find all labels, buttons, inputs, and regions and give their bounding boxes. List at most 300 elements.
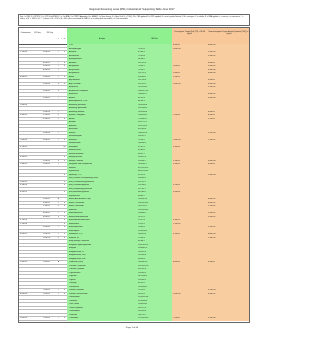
cell-m: V bbox=[63, 173, 66, 176]
cell-nc: 3.1E+03 bbox=[208, 289, 216, 291]
cell-cas: 106-99-0 bbox=[138, 233, 147, 235]
page-number: Page 1 of 54 bbox=[125, 327, 139, 329]
cell-analyte: Boron Trifluoride bbox=[69, 205, 84, 207]
cell-rsl: 1.0E-03 bbox=[43, 159, 51, 162]
cell-m: V bbox=[63, 51, 66, 53]
cell-analyte: Bromobenzene bbox=[69, 212, 83, 214]
cell-ca: 5.1E-03 bbox=[173, 163, 181, 165]
cell-rsl: 6.0E-02 bbox=[43, 61, 51, 64]
cell-analyte: Aniline bbox=[69, 96, 76, 99]
cell-nc: 2.2E+01 bbox=[208, 226, 216, 228]
cell-m: V bbox=[63, 117, 66, 120]
cell-rsl: 7.0E-01 bbox=[43, 289, 51, 291]
cell-analyte: Barium bbox=[69, 131, 76, 134]
cell-analyte: Bis(2-chloroethoxy)methane bbox=[69, 180, 95, 183]
cell-m: V bbox=[63, 236, 66, 239]
table-header bbox=[19, 28, 250, 45]
cell-cas: 75-05-8 bbox=[138, 54, 145, 57]
cell-mcl: 1.1E-06 bbox=[20, 51, 28, 53]
header-rfc-key: RfC key bbox=[46, 32, 54, 34]
cell-c: I bbox=[58, 163, 59, 165]
cell-mcl: 4.9E-05 bbox=[20, 156, 28, 158]
cell-analyte: Asulam bbox=[69, 121, 76, 123]
cell-rsl: 3.0E-02 bbox=[43, 138, 51, 141]
cell-analyte: Arsenic, Inorganic bbox=[69, 114, 86, 116]
cell-c: P bbox=[57, 159, 60, 162]
cell-m: V bbox=[63, 65, 66, 67]
cell-cas: 71-36-3 bbox=[138, 236, 145, 239]
cell-analyte: Chloral Hydrate bbox=[69, 306, 83, 309]
screening-table bbox=[18, 27, 250, 323]
cell-analyte: Acrolein bbox=[69, 61, 77, 64]
cell-c: H bbox=[57, 198, 60, 200]
cell-cas: 111-44-4 bbox=[138, 184, 146, 186]
cell-nc: 4.4E+00 bbox=[208, 68, 216, 71]
header-contaminant: Contaminant bbox=[20, 32, 31, 34]
cell-cas: 98-06-6 bbox=[138, 257, 145, 260]
cell-cas: 542-88-1 bbox=[138, 191, 147, 193]
cell-mcl: 6.0E-06 bbox=[20, 292, 28, 295]
cell-cas: 592-01-8 bbox=[138, 268, 147, 270]
cell-cas: 42576-02-3 bbox=[138, 166, 149, 169]
cell-analyte: Carbon Tetrachloride bbox=[69, 292, 88, 295]
cell-cas: 98-86-2 bbox=[138, 58, 145, 60]
cell-analyte: Calcium Cyanide bbox=[69, 268, 85, 270]
cell-ca: 1.2E-01 bbox=[173, 317, 181, 319]
cell-mcl: 3.7E-05 bbox=[20, 219, 28, 221]
cell-analyte: Acetonitrile bbox=[69, 54, 79, 57]
cell-cas: 10294-34-5 bbox=[138, 201, 149, 204]
table-row bbox=[19, 317, 250, 321]
cell-c: I bbox=[58, 131, 59, 134]
cell-cas: 82657-04-3 bbox=[138, 170, 149, 172]
cell-cas: 74-97-5 bbox=[138, 215, 145, 218]
cell-analyte: Acrylic Acid bbox=[69, 68, 80, 71]
cell-mcl: 6.7E-02 bbox=[20, 145, 28, 148]
cell-analyte: Bromoform bbox=[69, 222, 79, 225]
cell-rsl: 3.0E-03 bbox=[43, 51, 51, 53]
cell-nc: 6.6E-02 bbox=[208, 114, 216, 116]
cell-cas: 7440-38-2 bbox=[138, 114, 148, 116]
cell-m: V bbox=[63, 201, 66, 204]
cell-analyte: Antimony trioxide bbox=[69, 110, 85, 113]
cell-cas: 100-51-6 bbox=[138, 156, 147, 158]
cell-cas: 117-81-7 bbox=[138, 187, 146, 190]
cell-ca: 1.1E+01 bbox=[173, 222, 181, 225]
cell-analyte: Butylated hydroxyanisole bbox=[69, 243, 92, 246]
cell-cas: 80-05-7 bbox=[138, 194, 145, 197]
cell-ca: 5.6E+00 bbox=[173, 47, 181, 50]
cell-analyte: Aldrin bbox=[69, 75, 75, 78]
cell-mcl: 1.1E-06 bbox=[20, 222, 28, 225]
cell-cas: 105-60-2 bbox=[138, 271, 147, 274]
cell-analyte: Bromodichloromethane bbox=[69, 219, 90, 221]
cell-cas: 108-86-1 bbox=[138, 212, 147, 214]
cell-nc: 4.4E+00 bbox=[208, 159, 216, 162]
cell-c: I bbox=[58, 68, 59, 71]
cell-c: I bbox=[58, 110, 59, 113]
cell-cas: 75-15-0 bbox=[138, 289, 145, 291]
cell-analyte: Benzenethiol bbox=[69, 142, 81, 144]
cell-c: C bbox=[57, 205, 60, 207]
cell-cas: 13765-19-0 bbox=[138, 264, 149, 267]
cell-c: X bbox=[57, 82, 60, 85]
cell-cas: 108-98-5 bbox=[138, 142, 147, 144]
cell-nc: 2.2E+00 bbox=[208, 131, 216, 134]
cell-cas: 1563-66-2 bbox=[138, 285, 148, 288]
cell-cas: 118-75-2 bbox=[138, 313, 146, 316]
cell-analyte: Butylbenzene, tert- bbox=[69, 257, 86, 260]
cell-m: V bbox=[63, 292, 66, 295]
cell-mcl: 1.0E-05 bbox=[20, 180, 28, 183]
cell-cas: 5234-68-4 bbox=[138, 299, 148, 302]
cell-mcl: 4.3E-03 bbox=[20, 114, 28, 116]
cell-analyte: Carbaryl bbox=[69, 282, 77, 284]
cell-cas: 15541-45-4 bbox=[138, 208, 149, 211]
cell-analyte: Bromomethane bbox=[69, 226, 83, 228]
cell-nc: 2.2E-01 bbox=[208, 117, 216, 120]
cell-m: V bbox=[63, 75, 66, 78]
cell-cas: 65-85-0 bbox=[138, 149, 145, 151]
cell-cas: 133-90-4 bbox=[138, 310, 147, 312]
cell-cas: 7440-39-3 bbox=[138, 131, 148, 134]
cell-cas: 107-05-1 bbox=[138, 82, 147, 85]
cell-analyte: Aluminum Phosphide bbox=[69, 89, 88, 92]
header-m: m bbox=[63, 38, 66, 40]
header-noncarcinogenic: Noncarcinogenic Target Hazard Quotient (THQ) = 1 ug/m3 bbox=[207, 28, 250, 44]
cell-cas: 56-23-5 bbox=[138, 292, 145, 295]
cell-mcl: 3.0E-05 bbox=[20, 233, 28, 235]
cell-c: I bbox=[58, 51, 59, 53]
cell-cas: 7440-36-0 bbox=[138, 103, 148, 106]
cell-analyte: Aluminum bbox=[69, 86, 78, 88]
cell-cas: 104-51-8 bbox=[138, 250, 147, 253]
cell-cas: 7440-41-7 bbox=[138, 163, 148, 165]
cell-nc: 4.4E+00 bbox=[208, 96, 216, 99]
cell-rsl: 3.0E+01 bbox=[43, 236, 51, 239]
cell-rsl: 2.0E-05 bbox=[43, 163, 51, 165]
cell-c: I bbox=[58, 201, 59, 204]
cell-rsl: 2.0E-03 bbox=[43, 233, 51, 235]
cell-m: V bbox=[63, 191, 66, 193]
cell-ca: 4.3E-05 bbox=[173, 145, 181, 148]
cell-analyte: Bis(2-ethylhexyl)phthalate bbox=[69, 187, 93, 190]
cell-nc: 2.6E+02 bbox=[208, 212, 216, 214]
cell-rsl: 5.0E-03 bbox=[43, 226, 51, 228]
cell-analyte: Carbon Disulfide bbox=[69, 289, 84, 291]
cell-analyte: Carboxin bbox=[69, 299, 78, 302]
cell-m: V bbox=[63, 317, 66, 319]
cell-nc: 8.8E-02 bbox=[208, 163, 216, 165]
cell-cas: 107-13-1 bbox=[138, 72, 147, 74]
cell-m: M bbox=[63, 145, 66, 148]
cell-nc: 8.8E-01 bbox=[208, 110, 216, 113]
cell-nc: 2.6E+02 bbox=[208, 54, 216, 57]
cell-analyte: Acetaldehyde bbox=[69, 47, 82, 50]
cell-nc: 4.4E+02 bbox=[208, 292, 216, 295]
cell-rsl: 1.0E-01 bbox=[43, 292, 51, 295]
cell-cas: 1314-60-9 bbox=[138, 107, 148, 109]
cell-c: I bbox=[58, 233, 59, 235]
cell-analyte: Bifenox bbox=[69, 166, 76, 169]
cell-m: V bbox=[63, 159, 66, 162]
cell-analyte: Biphenyl, 1,1'- bbox=[69, 173, 82, 176]
cell-nc: 8.8E+00 bbox=[208, 72, 216, 74]
cell-analyte: Auramine bbox=[69, 128, 78, 130]
cell-analyte: TCE bbox=[69, 44, 73, 46]
cell-analyte: Bis(chloromethyl)ether bbox=[69, 191, 90, 193]
header-iur-key: IUR key bbox=[34, 32, 41, 34]
cell-cas: 1912-24-9 bbox=[138, 124, 148, 127]
cell-m: V bbox=[63, 184, 66, 186]
cell-analyte: Bromate bbox=[69, 208, 77, 211]
cell-nc: 4.4E+02 bbox=[208, 93, 216, 95]
cell-cas: 111-91-1 bbox=[138, 180, 146, 183]
cell-ca: 4.1E-01 bbox=[173, 233, 181, 235]
cell-cas: 135-98-8 bbox=[138, 254, 147, 256]
cell-rsl: 2.0E-03 bbox=[43, 75, 51, 78]
cell-mcl: 1.6E-06 bbox=[20, 103, 28, 106]
cell-analyte: Biphenthrin bbox=[69, 170, 80, 172]
cell-nc: 1.3E+02 bbox=[208, 138, 216, 141]
cell-analyte: Butylbenzene, sec- bbox=[69, 254, 87, 256]
cell-analyte: Bis(2-chloro-1-methylethyl) ether bbox=[69, 177, 99, 179]
cell-analyte: Captan bbox=[69, 278, 76, 281]
cell-rsl: 1.5E-05 bbox=[43, 114, 51, 116]
cell-m: V bbox=[63, 138, 66, 141]
cell-analyte: Antimony pentoxide bbox=[69, 107, 87, 109]
cell-rsl: 1.0E-01 bbox=[43, 96, 51, 99]
cell-m: V bbox=[63, 233, 66, 235]
cell-cas: 7440-43-9 bbox=[138, 261, 148, 263]
cell-m: V bbox=[63, 61, 66, 64]
cell-cas: 12789-03-6 bbox=[138, 317, 149, 319]
cell-rsl: 1.3E-02 bbox=[43, 205, 51, 207]
cell-nc: 8.8E+01 bbox=[208, 201, 216, 204]
header-carcinogenic: Carcinogenic Target Risk (TR) = 1E-06 ug/m3 bbox=[172, 28, 207, 44]
cell-nc: 1.3E+05 bbox=[208, 236, 216, 239]
cell-analyte: Benzaldehyde bbox=[69, 135, 82, 137]
cell-cas: 1306-38-3 bbox=[138, 303, 148, 305]
cell-analyte: Benzyl Chloride bbox=[69, 159, 84, 162]
cell-c: I bbox=[58, 212, 59, 214]
cell-cas: 2104-96-3 bbox=[138, 229, 148, 232]
cell-nc: 1.8E+00 bbox=[208, 173, 216, 176]
cell-cas: 71-43-2 bbox=[138, 138, 145, 141]
cell-mcl: 6.8E-05 bbox=[20, 75, 28, 78]
cell-c: I bbox=[58, 226, 59, 228]
cell-analyte: Chlordane bbox=[69, 317, 79, 319]
cell-cas: 20859-73-8 bbox=[138, 89, 149, 92]
cell-cas: 67-64-1 bbox=[138, 51, 145, 53]
cell-analyte: Caprolactam bbox=[69, 271, 81, 274]
cell-cas: 63-25-2 bbox=[138, 282, 145, 284]
header-cas: CAS No. bbox=[137, 28, 172, 44]
cell-analyte: Bromophos bbox=[69, 229, 80, 232]
cell-analyte: Ammonia bbox=[69, 93, 78, 95]
cell-m: V bbox=[63, 289, 66, 291]
cell-nc: 8.8E+00 bbox=[208, 44, 216, 46]
cell-m: V bbox=[63, 205, 66, 207]
cell-rsl: 5.0E-03 bbox=[43, 89, 51, 92]
cell-cas: 62-53-3 bbox=[138, 96, 145, 99]
cell-analyte: Butadiene, 1,3- bbox=[69, 233, 83, 235]
cell-rsl: 1.0E-05 bbox=[43, 261, 51, 263]
table-body bbox=[19, 44, 250, 323]
cell-c: I bbox=[58, 138, 59, 141]
cell-ca: 1.8E-01 bbox=[173, 72, 181, 74]
cell-analyte: Bis(2-chloroethyl)ether bbox=[69, 184, 90, 186]
cell-nc: 4.4E-01 bbox=[208, 79, 216, 81]
cell-cas: 7664-41-7 bbox=[138, 93, 148, 95]
cell-cas: 79-06-1 bbox=[138, 65, 145, 67]
cell-analyte: Acetone bbox=[69, 51, 77, 53]
cell-analyte: Benzidine bbox=[69, 145, 78, 148]
cell-rsl: 5.0E-04 bbox=[43, 131, 51, 134]
cell-analyte: Acrylonitrile bbox=[69, 72, 80, 74]
cell-analyte: Antimony (metallic) bbox=[69, 103, 87, 106]
cell-mcl: 1.0E-04 bbox=[20, 317, 28, 319]
cell-cas: 92-52-4 bbox=[138, 173, 145, 176]
cell-analyte: Carbosulfan bbox=[69, 296, 80, 298]
cell-ca: 2.0E+00 bbox=[173, 82, 181, 85]
cell-c: I bbox=[58, 96, 59, 99]
cell-ca: 2.0E-04 bbox=[173, 191, 181, 193]
cell-c: C bbox=[57, 236, 60, 239]
header-i: i bbox=[61, 38, 62, 40]
cell-ca: 2.9E-03 bbox=[173, 114, 181, 116]
cell-analyte: Benzoic Acid bbox=[69, 149, 81, 151]
cell-cas: 75-27-4 bbox=[138, 219, 145, 221]
cell-analyte: Calcium Chromate bbox=[69, 264, 86, 267]
cell-analyte: Benzotrichloride bbox=[69, 152, 84, 155]
cell-analyte: Bromochloromethane bbox=[69, 215, 89, 218]
cell-cas: 492-80-8 bbox=[138, 128, 147, 130]
cell-m: V bbox=[63, 156, 66, 158]
cell-m: V bbox=[63, 82, 66, 85]
cell-cas: 7637-07-2 bbox=[138, 205, 148, 207]
cell-cas: 92-87-5 bbox=[138, 145, 145, 148]
cell-nc: 5.7E+01 bbox=[208, 205, 216, 207]
cell-analyte: Atrazine bbox=[69, 124, 77, 127]
cell-m: V bbox=[63, 180, 66, 183]
cell-analyte: Anthraquinone, 9,10- bbox=[69, 100, 88, 102]
cell-c: P bbox=[57, 89, 60, 92]
document-title: Regional Screening Level (RSL) Industrial Air Supporting Table June 2017 bbox=[89, 8, 175, 11]
cell-c: I bbox=[58, 65, 59, 67]
cell-c: I bbox=[58, 75, 59, 78]
cell-rsl: 4.0E-02 bbox=[43, 215, 51, 218]
cell-analyte: Arsine bbox=[69, 117, 75, 120]
cell-analyte: Cadmium (Diet) bbox=[69, 261, 84, 263]
cell-mcl: 2.4E-03 bbox=[20, 163, 28, 165]
key-notes: Key: I = IRIS; P = PPRTV; O = OPP; A = ATSDR; C = Cal EPA; X = PPRTV Appendix; H = HEAST; J = New Jersey; V = New York; D = TCEQ; W = TEF applied; E = RPF applied; G = user's guide Section 5; M = mutagen; V = volatile; R = RBA applied; c = cancer; n = noncancer; * = where: n SL < 100X c SL; ** = where n SL < 10X c SL; SSL values are based on DAF=1; m = ceiling limit exceeded; s = Csat exceeded. bbox=[18, 14, 250, 26]
cell-nc: 1.8E+02 bbox=[208, 215, 216, 218]
cell-cas: 98-07-7 bbox=[138, 152, 145, 155]
cell-ca: 3.3E-01 bbox=[173, 219, 181, 221]
cell-ca: 2.5E-03 bbox=[173, 75, 181, 78]
cell-cas: 107-18-6 bbox=[138, 79, 147, 81]
cell-ca: 3.7E-02 bbox=[173, 184, 181, 186]
cell-c: C bbox=[57, 114, 60, 116]
cell-c: I bbox=[58, 61, 59, 64]
cell-analyte: Butyl Benzyl Phthalate bbox=[69, 240, 90, 242]
cell-cas: 107-02-8 bbox=[138, 61, 147, 64]
cell-nc: 8.8E+01 bbox=[208, 198, 216, 200]
cell-rsl: 7.0E-04 bbox=[43, 317, 51, 319]
cell-mcl: 7.8E-06 bbox=[20, 138, 28, 141]
cell-analyte: Ceric oxide bbox=[69, 303, 80, 305]
cell-cas: 74-83-9 bbox=[138, 226, 145, 228]
cell-analyte: Butylate bbox=[69, 247, 77, 249]
cell-rsl: 5.0E-05 bbox=[43, 117, 51, 120]
cell-ca: 8.8E-01 bbox=[173, 44, 181, 46]
cell-cas: 75-07-0 bbox=[138, 47, 145, 50]
cell-nc: 4.4E+00 bbox=[208, 82, 216, 85]
cell-m: V bbox=[63, 219, 66, 221]
cell-cas: 302-17-0 bbox=[138, 306, 147, 309]
cell-cas: 55285-14-8 bbox=[138, 296, 149, 298]
cell-rsl: 2.0E-02 bbox=[43, 198, 51, 200]
cell-m: V bbox=[63, 226, 66, 228]
cell-rsl: 2.0E-02 bbox=[43, 201, 51, 204]
cell-cas: 2008-41-5 bbox=[138, 247, 148, 249]
cell-cas: 75-25-2 bbox=[138, 222, 145, 225]
cell-cas: 25013-16-5 bbox=[138, 243, 149, 246]
cell-analyte: Benzene bbox=[69, 138, 77, 141]
cell-analyte: Boron Trichloride bbox=[69, 201, 85, 204]
cell-nc: 2.2E+01 bbox=[208, 86, 216, 88]
cell-analyte: Beryllium and compounds bbox=[69, 163, 93, 165]
cell-analyte: Acrylamide bbox=[69, 65, 79, 67]
cell-cas: 100-52-7 bbox=[138, 135, 147, 137]
cell-cas: 108-60-1 bbox=[138, 177, 147, 179]
cell-cas: 3337-71-1 bbox=[138, 121, 148, 123]
cell-m: V bbox=[63, 212, 66, 214]
cell-rsl: 2.0E-04 bbox=[43, 110, 51, 113]
header-analyte: Analyte bbox=[67, 28, 137, 44]
cell-cas: 309-00-2 bbox=[138, 75, 147, 78]
cell-analyte: Chloranil bbox=[69, 313, 77, 316]
cell-ca: 1.6E+00 bbox=[173, 138, 181, 141]
header-c: c bbox=[58, 38, 59, 40]
cell-analyte: Benzyl Alcohol bbox=[69, 156, 83, 158]
cell-analyte: Boron And Borates Only bbox=[69, 198, 91, 200]
cell-analyte: Butanol, N- bbox=[69, 236, 80, 239]
cell-mcl: 3.3E-04 bbox=[20, 184, 28, 186]
cell-ca: 2.0E+00 bbox=[173, 292, 181, 295]
cell-nc: 8.8E-02 bbox=[208, 61, 216, 64]
cell-analyte: Captafol bbox=[69, 275, 77, 277]
cell-nc: 8.8E+00 bbox=[208, 233, 216, 235]
cell-c: I bbox=[58, 117, 59, 120]
cell-cas: 79-10-7 bbox=[138, 68, 145, 71]
cell-analyte: Allyl Chloride bbox=[69, 82, 81, 85]
cell-cas: 7429-90-5 bbox=[138, 86, 148, 88]
cell-m: V bbox=[63, 222, 66, 225]
cell-cas: 1309-64-4 bbox=[138, 110, 148, 113]
cell-mcl: 6.2E-02 bbox=[20, 191, 28, 193]
cell-cas: 133-06-2 bbox=[138, 278, 147, 281]
cell-analyte: Acetophenone bbox=[69, 58, 82, 60]
cell-nc: 1.4E+05 bbox=[208, 51, 216, 53]
cell-cas: 100-44-7 bbox=[138, 159, 147, 162]
cell-analyte: Chloramben bbox=[69, 310, 80, 312]
cell-analyte: Allyl Alcohol bbox=[69, 79, 80, 81]
cell-ca: 1.0E-01 bbox=[173, 65, 181, 67]
cell-m: V bbox=[63, 215, 66, 218]
cell-analyte: Bisphenol A bbox=[69, 194, 80, 197]
